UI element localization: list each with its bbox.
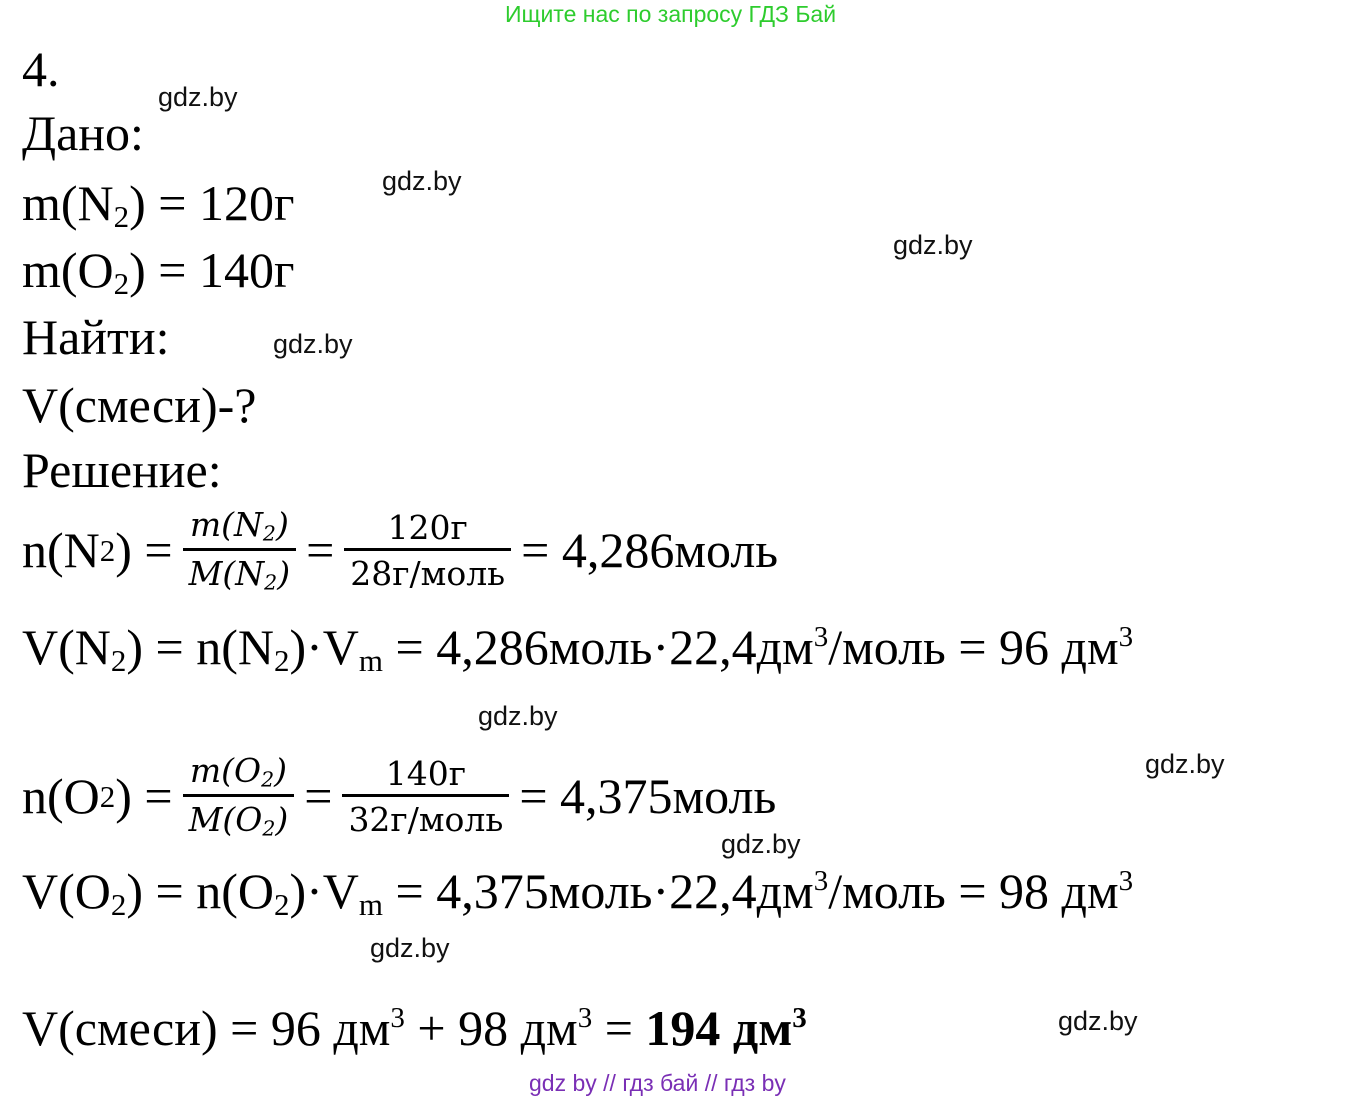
text: )·V [289,863,359,919]
watermark: gdz.by [721,829,801,859]
watermark: gdz.by [273,329,353,359]
text: M(O [188,799,263,839]
text: /моль = 98 дм [828,863,1119,919]
top-banner: Ищите нас по запросу ГДЗ Бай [505,1,837,27]
find-heading: Найти: [22,309,170,365]
numerator: 120г [387,507,468,547]
equation-v-o2 [22,863,1134,922]
text: + 98 дм [404,1000,578,1056]
text: ) = [115,522,173,579]
subscript: m [358,642,384,678]
watermark: gdz.by [1058,1006,1138,1036]
equation-n-n2 [22,505,779,595]
subscript: 2 [110,886,127,922]
equation-n-o2 [22,751,777,841]
text: m(O [189,751,262,790]
result: = 4,375моль [519,768,777,825]
text: m(N [189,505,263,544]
text: n(O [22,768,100,825]
equation-total-volume [22,1000,807,1056]
text: ) = n(N [126,619,274,675]
subscript: 2 [273,642,290,678]
text: V(смеси) = 96 дм [22,1000,391,1056]
text: m(N [22,175,114,231]
equation-v-n2 [22,619,1134,678]
superscript: 3 [1118,865,1134,898]
text: ) [277,553,291,593]
text: V(O [22,863,111,919]
subscript: 2 [99,532,116,568]
watermark: gdz.by [370,933,450,963]
superscript: 3 [813,865,829,898]
answer-value: 194 дм [645,1000,793,1056]
text: ) = [115,768,173,825]
fraction-mass-over-molar [183,751,295,841]
subscript: 2 [273,886,290,922]
superscript: 3 [1118,621,1134,654]
superscript: 3 [813,621,829,654]
answer [645,1000,806,1056]
text: ) = n(O [126,863,274,919]
text: = 4,286моль·22,4дм [383,619,814,675]
watermark: gdz.by [893,230,973,260]
subscript: m [358,886,384,922]
text: ) = 140г [129,242,295,298]
footer-links: gdz by // гдз бай // гдз by [529,1070,786,1096]
text: ) [275,799,289,839]
denominator: 32г/моль [342,794,509,836]
text: )·V [289,619,359,675]
subscript: 2 [110,642,127,678]
equals: = [306,522,335,579]
fraction-values [342,753,509,839]
superscript: 3 [577,1002,593,1035]
subscript: 2 [262,816,276,841]
subscript: 2 [99,778,116,814]
numerator: 140г [385,753,467,793]
denominator [183,794,295,839]
denominator [183,548,296,593]
given-mass-n2 [22,175,295,234]
text: = 4,375моль·22,4дм [383,863,814,919]
text: m(O [22,242,114,298]
subscript: 2 [113,198,130,234]
numerator [184,751,293,794]
text: = [592,1000,646,1056]
subscript: 2 [264,570,278,595]
fraction-values [344,507,511,593]
watermark: gdz.by [1145,749,1225,779]
watermark: gdz.by [382,166,462,196]
subscript: 2 [113,265,130,301]
text: ) [274,751,287,790]
superscript: 3 [390,1002,405,1035]
subscript: 2 [261,767,275,792]
given-heading: Дано: [22,105,144,161]
text: ) = 120г [129,175,295,231]
superscript: 3 [792,1002,807,1035]
watermark: gdz.by [478,701,558,731]
text: ) [275,505,289,544]
equals: = [304,768,333,825]
watermark: gdz.by [158,82,238,112]
subscript: 2 [262,521,276,546]
text: /моль = 96 дм [828,619,1119,675]
denominator: 28г/моль [344,548,511,590]
given-mass-o2 [22,242,295,301]
text: V(N [22,619,111,675]
text: M(N [188,553,265,593]
find-target: V(смеси)-? [22,377,257,433]
result: = 4,286моль [521,522,779,579]
text: n(N [22,522,100,579]
fraction-mass-over-molar [183,505,296,595]
task-number: 4. [22,41,60,97]
numerator [184,505,295,548]
solution-heading: Решение: [22,442,222,498]
